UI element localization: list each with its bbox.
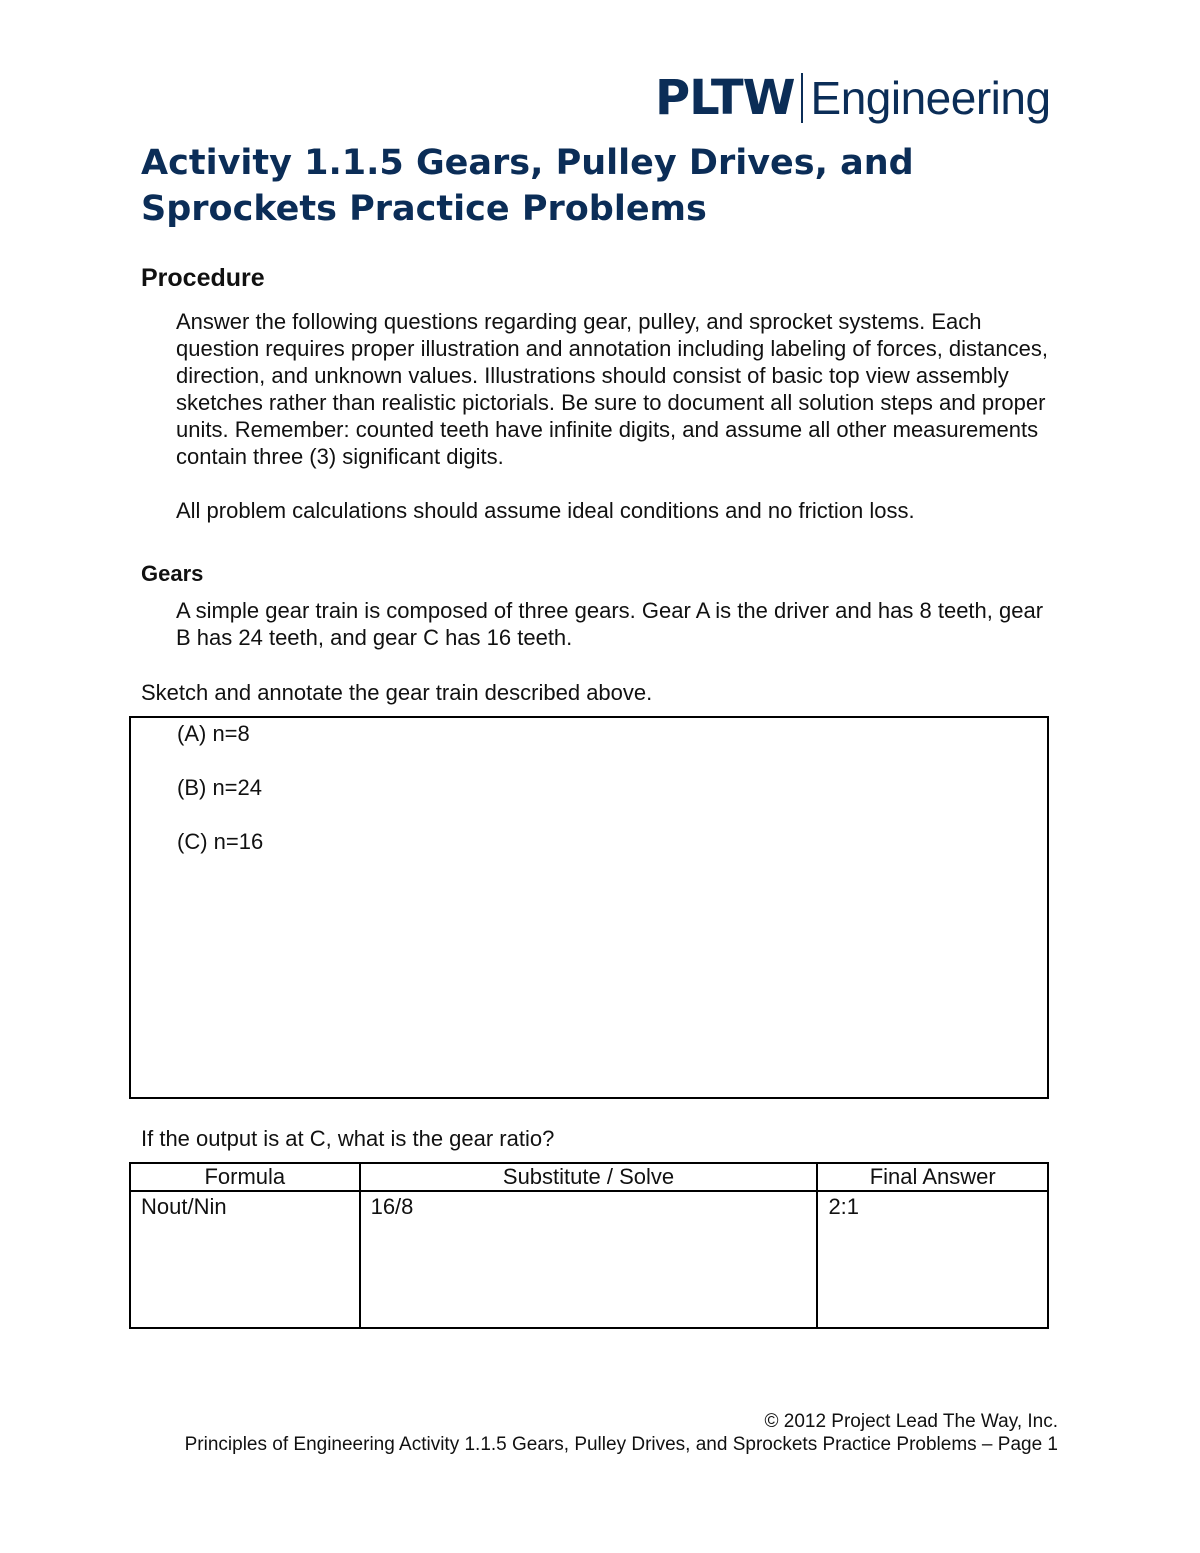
logo-subtitle: Engineering xyxy=(810,72,1051,124)
procedure-heading: Procedure xyxy=(141,264,265,292)
sketch-label-gear-a: (A) n=8 xyxy=(177,721,250,746)
procedure-assumptions: All problem calculations should assume ideal conditions and no friction loss. xyxy=(176,498,915,523)
sketch-prompt: Sketch and annotate the gear train described above. xyxy=(141,680,653,705)
footer-page-line: Principles of Engineering Activity 1.1.5 Gears, Pulley Drives, and Sprockets Practice Problems – Page 1 xyxy=(184,1434,1058,1455)
page-title: Activity 1.1.5 Gears, Pulley Drives, and Sprockets Practice Problems xyxy=(141,143,914,229)
footer-copyright: © 2012 Project Lead The Way, Inc. xyxy=(764,1411,1058,1432)
header-substitute-solve: Substitute / Solve xyxy=(360,1163,818,1191)
logo-brand: PLTW xyxy=(655,70,795,126)
pltw-engineering-logo xyxy=(655,68,1051,128)
gears-heading: Gears xyxy=(141,561,204,586)
gear-ratio-question: If the output is at C, what is the gear ratio? xyxy=(141,1126,555,1151)
cell-substitute-solve[interactable]: 16/8 xyxy=(360,1191,818,1328)
cell-formula[interactable]: Nout/Nin xyxy=(130,1191,360,1328)
page-footer xyxy=(185,1410,1058,1456)
answer-table-header xyxy=(130,1163,1048,1191)
sketch-label-gear-b: (B) n=24 xyxy=(177,775,262,800)
gears-description: A simple gear train is composed of three gears. Gear A is the driver and has 8 teeth, gear B has 24 teeth, and gear C has 16 teeth. xyxy=(176,598,1044,650)
cell-final-answer[interactable]: 2:1 xyxy=(817,1191,1048,1328)
header-formula: Formula xyxy=(130,1163,360,1191)
sketch-box[interactable] xyxy=(129,716,1049,1099)
procedure-instructions: Answer the following questions regarding gear, pulley, and sprocket systems. Each question requires proper illustration and annotation including labeling of forces, distances, direction, and unknown values. Illustrations should consist of basic top view assembly sketches rather than realistic pictorials. Be sure to document all solution steps and proper units. Remember: counted teeth have infinite digits, and assume all other measurements contain three (3) significant digits. xyxy=(176,309,1048,469)
logo-divider xyxy=(801,73,803,123)
sketch-label-gear-c: (C) n=16 xyxy=(177,829,264,854)
answer-table xyxy=(129,1162,1049,1329)
header-final-answer: Final Answer xyxy=(817,1163,1048,1191)
table-row xyxy=(130,1191,1048,1328)
